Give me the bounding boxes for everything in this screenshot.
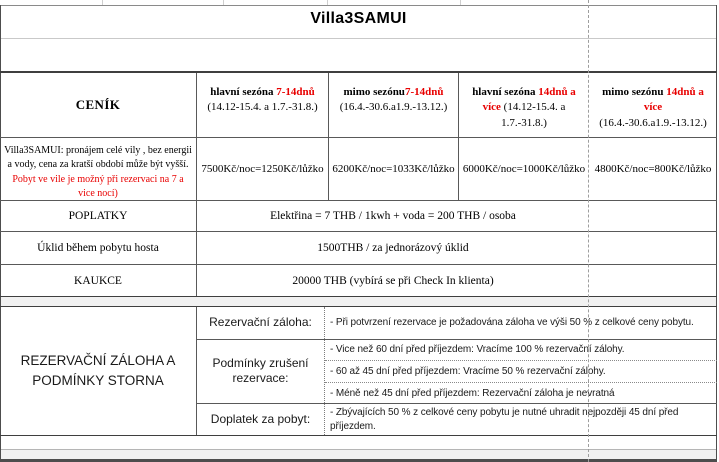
deposit-detail: - 60 až 45 dní před příjezdem: Vracíme 50 % rezervační zálohy. [325, 360, 717, 382]
fee-value: Elektřina = 7 THB / 1kwh + voda = 200 THB / osoba [270, 209, 516, 222]
season-header-1: hlavní sezóna 7-14dnů (14.12-15.4. a 1.7.-31.8.) [197, 73, 329, 137]
deposit-detail: - Při potvrzení rezervace je požadována záloha ve výši 50 % z celkové ceny pobytu. [330, 317, 694, 329]
villa-description: Villa3SAMUI: pronájem celé vily , bez energii a vody, cena za kratší období může být vyšší. [4, 144, 192, 171]
separator-strip [1, 297, 716, 306]
title-underline [0, 38, 717, 39]
pricing-table [0, 71, 717, 297]
deposit-row-zaloha [197, 307, 717, 339]
deposit-row-doplatek [197, 403, 717, 435]
empty-cell [589, 232, 717, 264]
deposit-row-label: Doplatek za pobyt: [197, 404, 325, 435]
villa-note: Pobyt ve vile je možný při rezervaci na 7 a vice nocí) [12, 173, 184, 200]
fee-label: POPLATKY [0, 201, 197, 232]
price-cell-3: 6000Kč/noc=1000Kč/lůžko [462, 162, 586, 175]
season-header-3: hlavní sezóna 14dnů a více (14.12-15.4. a 1.7.-31.8.) [472, 86, 576, 129]
deposit-row-label: Rezervační záloha: [197, 307, 325, 339]
deposit-detail: - Zbývajících 50 % z celkové ceny pobytu je nutné uhradit nejpozději 45 dní před příjezdem. [330, 407, 679, 432]
fee-value: 20000 THB (vybírá se při Check In klienta) [292, 274, 494, 287]
empty-cell [589, 265, 717, 296]
villa-price-row [0, 138, 717, 201]
fee-row-poplatky [0, 201, 717, 233]
deposit-rows [197, 307, 717, 435]
deposit-detail: - Méně než 45 dní před příjezdem: Rezervační záloha je nevratná [325, 382, 717, 404]
pricing-corner-label: CENÍK [0, 73, 197, 137]
sheet-top-border [0, 5, 717, 6]
season-header-2: mimo sezónu7-14dnů (16.4.-30.6.a1.9.-13.12.) [329, 73, 459, 137]
price-cell-1: 7500Kč/noc=1250Kč/lůžko [197, 138, 329, 200]
deposit-detail: - Vice než 60 dní před příjezdem: Vracíme 100 % rezervační zálohy. [330, 344, 625, 356]
season-header-4: mimo sezónu 14dnů a více (16.4.-30.6.a1.9.-13.12.) [599, 86, 707, 129]
fee-row-kaukce [0, 265, 717, 296]
villa-description-cell [0, 138, 197, 200]
fee-row-uklid [0, 232, 717, 265]
fee-label: KAUKCE [0, 265, 197, 296]
deposit-section [0, 306, 717, 436]
fee-value: 1500THB / za jednorázový úklid [317, 242, 469, 255]
price-cell-4: 4800Kč/noc=800Kč/lůžko [594, 162, 712, 175]
page-title: Villa3SAMUI [310, 10, 407, 27]
footer-strip [1, 449, 716, 459]
pricing-header-row [0, 73, 717, 138]
fee-label: Úklid během pobytu hosta [0, 232, 197, 264]
deposit-heading: REZERVAČNÍ ZÁLOHA A PODMÍNKY STORNA [0, 307, 197, 435]
deposit-row-podminky [197, 339, 717, 404]
deposit-row-label: Podmínky zrušení rezervace: [197, 340, 325, 404]
price-cell-2: 6200Kč/noc=1033Kč/lůžko [329, 138, 459, 200]
empty-cell [589, 201, 717, 232]
